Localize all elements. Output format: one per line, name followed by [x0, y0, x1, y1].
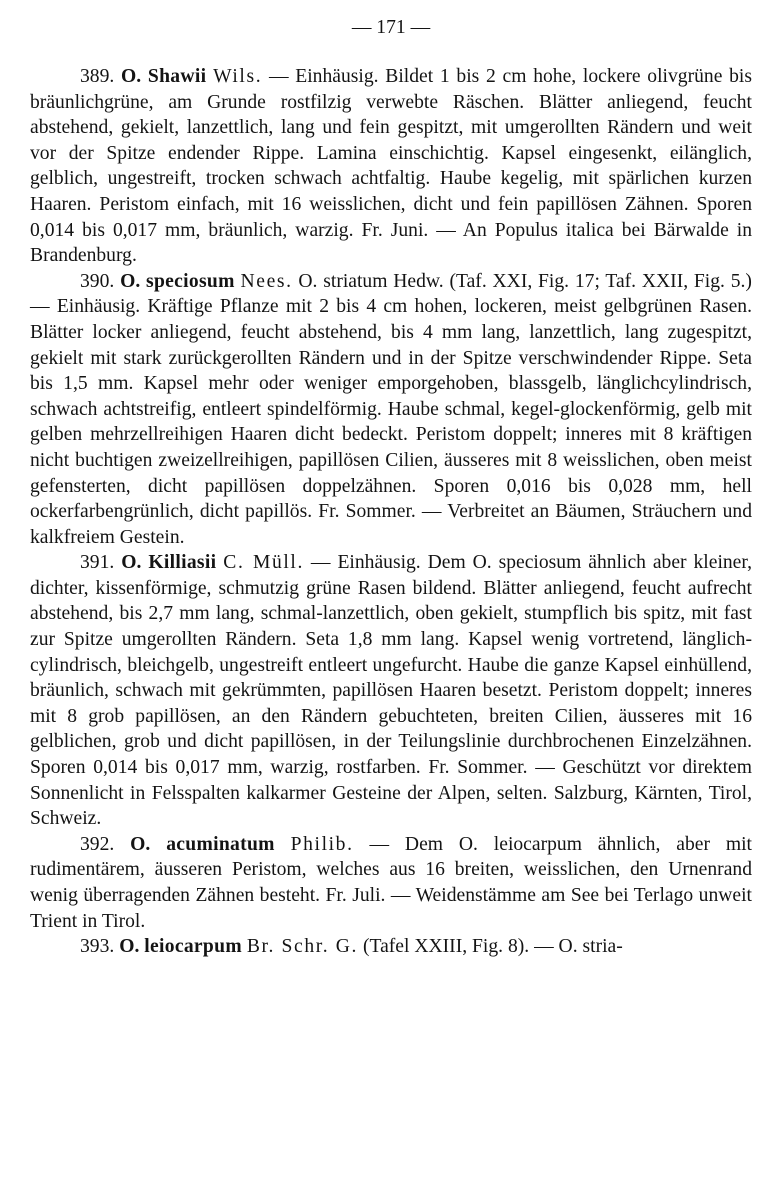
page-number: — 171 —: [351, 17, 431, 38]
genus-abbrev: O.: [121, 66, 142, 87]
species-name: Killiasii: [148, 552, 217, 574]
species-entry-389: [30, 64, 752, 269]
species-entry-391: [30, 550, 752, 832]
entry-description: (Tafel XXIII, Fig. 8). — O. stria-: [362, 936, 623, 958]
author-citation: Wils.: [213, 66, 263, 87]
author-citation: C. Müll.: [223, 552, 304, 574]
entry-description: — Dem O. leiocarpum ähnlich, aber mit rudimentärem, äusseren Peristom, welches aus 16 breiten, weisslichen, den Urnenrand wenig überragenden Zähnen besteht. Fr. Juli. — Weidenstämme am See bei Terlago unweit Trient in Tirol.: [30, 833, 752, 932]
species-entry-390: [30, 269, 752, 551]
species-name: leiocarpum: [144, 936, 242, 958]
author-citation: Br. Schr. G.: [246, 936, 359, 958]
species-name: speciosum: [146, 270, 235, 292]
entry-number: 392.: [80, 833, 115, 855]
entry-number: 389.: [80, 66, 115, 87]
species-name: acuminatum: [166, 833, 275, 855]
entry-description: O. striatum Hedw. (Taf. XXI, Fig. 17; Taf. XXII, Fig. 5.) — Einhäusig. Kräftige Pflanze mit 2 bis 4 cm hohen, lockeren, meist gelbgrünen Rasen. Blätter locker anliegend, feucht abstehend, bis 4 mm lang, lanzettlich, lang zugespitzt, gekielt mit stark zurückgerollten Rändern und in der Spitze verschwindender Rippe. Seta bis 1,5 mm. Kapsel mehr oder weniger emporgehoben, blassgelb, länglichcylindrisch, schwach achtstreifig, entleert spindelförmig. Haube schmal, kegel-glockenförmig, gelb mit gelben mehrzellreihigen Haaren dicht bedeckt. Peristom doppelt; inneres mit 8 kräftigen nicht buchtigen zweizellreihigen, papillösen Cilien, äusseres mit 8 weisslichen, oben meist gefensterten, dicht papillösen doppelzähnen. Sporen 0,016 bis 0,028 mm, hell ockerfarbengrünlich, dicht papillös. Fr. Sommer. — Verbreitet an Bäumen, Sträuchern und kalkfreiem Gestein.: [30, 270, 752, 548]
genus-abbrev: O.: [119, 936, 140, 958]
species-entry-392: [30, 832, 752, 934]
genus-abbrev: O.: [130, 833, 151, 855]
entry-description: — Einhäusig. Dem O. speciosum ähnlich aber kleiner, dichter, kissenförmige, schmutzig grüne Rasen bildend. Blätter anliegend, feucht aufrecht abstehend, bis 2,7 mm lang, schmal-lanzettlich, oben gekielt, stumpflich bis spitz, mit fast zur Spitze umgerollten Rändern. Seta 1,8 mm lang. Kapsel wenig vortretend, länglich-cylindrisch, bleichgelb, ungestreift entleert ungefurcht. Haube die ganze Kapsel einhüllend, bräunlich, schwach mit gekrümmten, papillösen Haaren besetzt. Peristom doppelt; inneres mit 8 grob papillösen, an den Rändern gebuchteten, breiten Cilien, äusseres mit 16 gelblichen, grob und dicht papillösen, in der Teilungslinie durchbrochenen Einzelzähnen. Sporen 0,014 bis 0,017 mm, warzig, rostfarben. Fr. Sommer. — Geschützt vor direktem Sonnenlicht in Felsspalten kalkarmer Gesteine der Alpen, selten. Salzburg, Kärnten, Tirol, Schweiz.: [30, 552, 753, 830]
genus-abbrev: O.: [121, 552, 142, 574]
entry-number: 393.: [80, 936, 115, 958]
genus-abbrev: O.: [120, 270, 141, 292]
author-citation: Philib.: [290, 833, 354, 855]
entry-description: — Einhäusig. Bildet 1 bis 2 cm hohe, lockere olivgrüne bis bräunlichgrüne, am Grunde rostfilzig verwebte Räschen. Blätter anliegend, feucht abstehend, gekielt, lanzettlich, lang und fein gespitzt, mit umgerollten Rändern und weit vor der Spitze endender Rippe. Lamina einschichtig. Kapsel eingesenkt, eilänglich, gelblich, ungestreift, trocken schwach achtfaltig. Haube kegelig, mit spärlichen kurzen Haaren. Peristom einfach, mit 16 weisslichen, dicht und fein papillösen Zähnen. Sporen 0,014 bis 0,017 mm, bräunlich, warzig. Fr. Juni. — An Populus italica bei Bärwalde in Brandenburg.: [30, 66, 752, 267]
entry-number: 391.: [80, 552, 115, 574]
author-citation: Nees.: [240, 270, 293, 292]
entry-number: 390.: [80, 270, 115, 292]
species-entry-393: [30, 934, 752, 960]
species-name: Shawii: [147, 66, 207, 87]
book-page: [30, 10, 752, 960]
